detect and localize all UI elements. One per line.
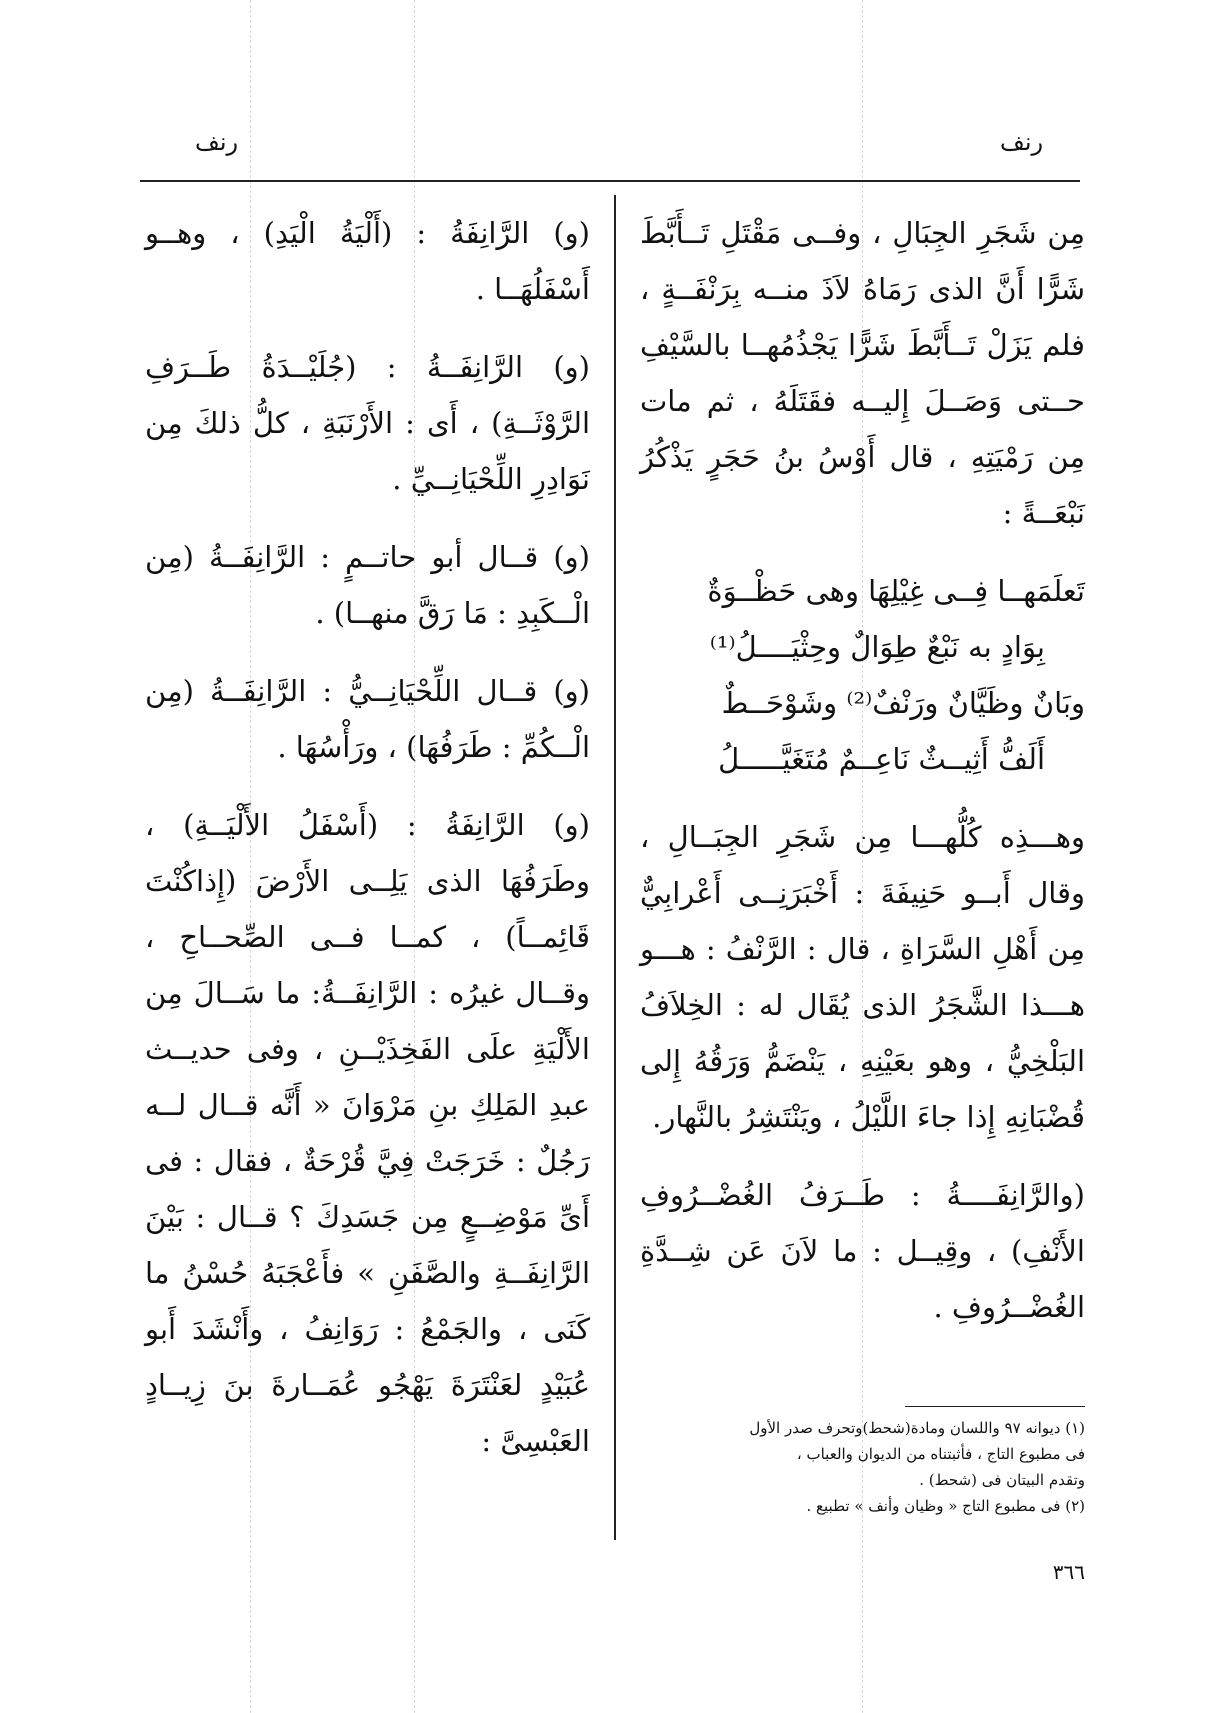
verse-line: تَعلَمَهــا فِــى غِيْلِهَا وهى حَظْــوَةٌ xyxy=(707,574,1085,608)
paragraph: (و) قــال اللِّحْيَانِــيُّ : الرَّانِفَــةُ (مِن الْــكُمِّ : طَرَفُهَا) ، ورَأْسُهَا . xyxy=(145,674,590,764)
left-column xyxy=(145,205,590,1491)
paragraph: وهـــذِه كُلُّهـــا مِن شَجَرِ الجِبَــالِ ، وقال أَبــو حَنِيفَةَ : أَخْبَرَنِــى أَعْرابِيٌّ مِن أَهْلِ السَّرَاةِ ، قال : الرَّنْفُ : هـــو هـــذا الشَّجَرُ الذى يُقَال له : الخِلاَفُ البَلْخِيُّ ، وهو بعَيْنِهِ ، يَنْضَمُّ وَرَقُهُ إِلى قُضْبَانِهِ إِذا جاءَ اللَّيْلُ ، ويَنْتَشِرُ بالنَّهار. xyxy=(640,820,1085,1134)
paragraph: (والرَّانِفَــــةُ : طَــرَفُ الغُضْــرُوفِ الأَنْفِ) ، وقِيــل : ما لاَنَ عَن شِــدَّةِ الغُضْــرُوفِ . xyxy=(640,1178,1085,1324)
verse-line: بِوَادٍ به نَبْعٌ طِوَالٌ وحِثْيَــــلُ⁽¹⁾ xyxy=(709,630,1045,664)
verse-line: وبَانٌ وظَيَّانٌ ورَنْفٌ⁽²⁾ وشَوْحَــطٌ xyxy=(721,686,1085,720)
page-number: ٣٦٦ xyxy=(1052,1560,1085,1584)
verse-line: أَلَفُّ أَثِيــثٌ نَاعِــمٌ مُتَغَيَّـــــلُ xyxy=(718,742,1045,776)
running-header-right: رنف xyxy=(1000,128,1044,156)
paragraph: (و) الرَّانِفَةُ : (أَلْيَةُ الْيَدِ) ، وهــو أَسْفَلُهَــا . xyxy=(145,216,590,306)
running-header-left: رنف xyxy=(195,128,239,156)
paragraph: (و) قــال أبو حاتــمٍ : الرَّانِفَــةُ (مِن الْــكَبِدِ : مَا رَقَّ منهــا) . xyxy=(145,540,590,630)
footnote-line: فى مطبوع التاج ، فأثبتناه من الديوان والعباب ، xyxy=(796,1445,1085,1463)
footnote-line: (١) ديوانه ٩٧ واللسان ومادة(شحط)وتحرف صدر الأول xyxy=(749,1419,1085,1437)
right-column xyxy=(640,205,1085,1357)
footnote-rule xyxy=(905,1406,1085,1407)
paragraph: مِن شَجَرِ الجِبَالِ ، وفــى مَقْتَلِ تَــأَبَّطَ شَرًّا أَنَّ الذى رَمَاهُ لاَذَ منــه بِرَنْفَــةٍ ، فلم يَزَلْ تَــأَبَّطَ شَرًّا يَجْذُمُهــا بالسَّيْفِ حــتى وَصَــلَ إِليــه فقَتَلَهُ ، ثم مات مِن رَمْيَتِهِ ، قال أَوْسُ بنُ حَجَرٍ يَذْكُرُ نَبْعَــةً : xyxy=(640,216,1085,530)
paragraph: (و) الرَّانِفَةُ : (أَسْفَلُ الأَلْيَــةِ) ، وطَرَفُهَا الذى يَلِــى الأَرْضَ (إِذاكُنْتَ قَائِمــاً) ، كمــا فــى الصِّحــاحِ ، وقــال غيرُه : الرَّانِفَــةُ: ما سَــالَ مِن الأَلْيَةِ علَى الفَخِذَيْــنِ ، وفى حديــث عبدِ المَلِكِ بنِ مَرْوَانَ « أَنَّه قــال لــه رَجُلٌ : خَرَجَتْ فِيَّ قُرْحَةٌ ، فقال : فى أَىِّ مَوْضِــعٍ مِن جَسَدِكَ ؟ قــال : بَيْنَ الرَّانِفَــةِ والصَّفَنِ » فأَعْجَبَهُ حُسْنُ ما كَنَى ، والجَمْعُ : رَوَانِفُ ، وأَنْشَدَ أَبو عُبَيْدٍ لعَنْتَرَةَ يَهْجُو عُمَــارةَ بنَ زِيــادٍ العَبْسِىَّ : xyxy=(145,808,590,1458)
column-divider xyxy=(614,195,616,1540)
header-rule xyxy=(140,180,1080,182)
footnote-line: وتقدم البيتان فى (شحط) . xyxy=(919,1471,1085,1489)
footnote-line: (٢) فى مطبوع التاج « وظيان وأنف » تطبيع . xyxy=(806,1497,1085,1515)
footnotes xyxy=(640,1415,1085,1519)
paragraph: (و) الرَّانِفَــةُ : (جُلَيْــدَةُ طَــرَفِ الرَّوْثَــةِ) ، أَى : الأَرْنَبَةِ ، كلُّ ذلكَ مِن نَوَادِرِ اللِّحْيَانِــيِّ . xyxy=(145,350,590,496)
